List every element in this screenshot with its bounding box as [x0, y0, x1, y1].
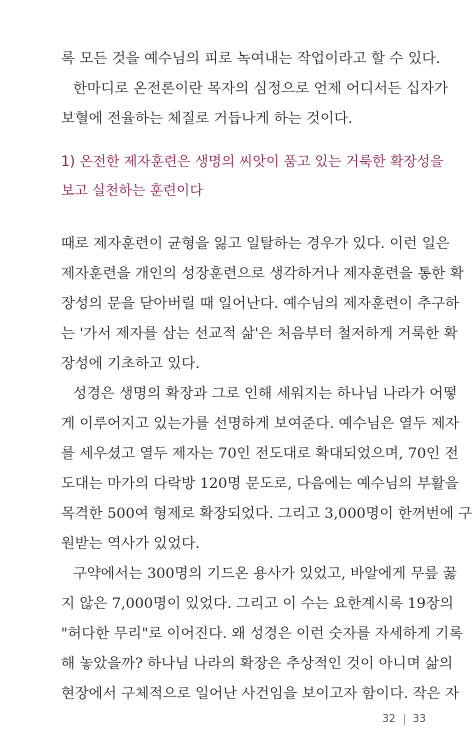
paragraph-3-line: 장성의 문을 닫아버릴 때 일어난다. 예수님의 제자훈련이 추구하 — [61, 296, 460, 312]
paragraph-3-line: 장성에 기초하고 있다. — [61, 356, 200, 372]
paragraph-4-line: 목격한 500여 형제로 확장되었다. 그리고 3,000명이 한꺼번에 구 — [61, 506, 472, 522]
paragraph-5-line: 지 않은 7,000명이 있었다. 그리고 이 수는 요한계시록 19장의 — [61, 596, 454, 612]
paragraph-4-line: 게 이루어지고 있는가를 선명하게 보여준다. 예수님은 열두 제자 — [61, 416, 460, 432]
paragraph-5-line: 구약에서는 300명의 기드온 용사가 있었고, 바알에게 무릎 꿇 — [73, 566, 457, 582]
paragraph-4-line: 를 세우셨고 열두 제자는 70인 전도대로 확대되었으며, 70인 전 — [61, 446, 459, 462]
page-number-right: 33 — [412, 713, 426, 725]
paragraph-3-line: 제자훈련을 개인의 성장훈련으로 생각하거나 제자훈련을 통한 확 — [61, 266, 464, 282]
paragraph-2-line: 한마디로 온전론이란 목자의 심정으로 언제 어디서든 십자가 — [73, 81, 448, 97]
paragraph-2-line: 보혈에 전율하는 체질로 거듭나게 하는 것이다. — [61, 111, 353, 127]
paragraph-5-line: 해 놓았을까? 하나님 나라의 확장은 추상적인 것이 아니며 삶의 — [61, 656, 453, 672]
paragraph-5-line: 현장에서 구체적으로 일어난 사건임을 보이고자 함이다. 작은 자 — [61, 686, 460, 702]
paragraph-3-line: 때로 제자훈련이 균형을 잃고 일탈하는 경우가 있다. 이런 일은 — [61, 236, 450, 252]
paragraph-4-line: 성경은 생명의 확장과 그로 인해 세워지는 하나님 나라가 어떻 — [73, 386, 458, 402]
section-heading-line: 보고 실천하는 훈련이다 — [61, 183, 204, 199]
paragraph-1-line: 록 모든 것을 예수님의 피로 녹여내는 작업이라고 할 수 있다. — [61, 51, 441, 67]
page-number-divider — [404, 714, 405, 725]
paragraph-5-line: "허다한 무리"로 이어진다. 왜 성경은 이런 숫자를 자세하게 기록 — [61, 626, 463, 642]
paragraph-3-line: 는 '가서 제자를 삼는 선교적 삶'은 처음부터 철저하게 거룩한 확 — [61, 326, 458, 342]
paragraph-4-line: 원받는 역사가 있었다. — [61, 536, 200, 552]
page-number-footer — [382, 710, 426, 728]
page-number-left: 32 — [382, 713, 396, 725]
paragraph-4-line: 도대는 마가의 다락방 120명 문도로, 다음에는 예수님의 부활을 — [61, 476, 459, 492]
section-heading-line: 1) 온전한 제자훈련은 생명의 씨앗이 품고 있는 거룩한 확장성을 — [61, 154, 444, 170]
